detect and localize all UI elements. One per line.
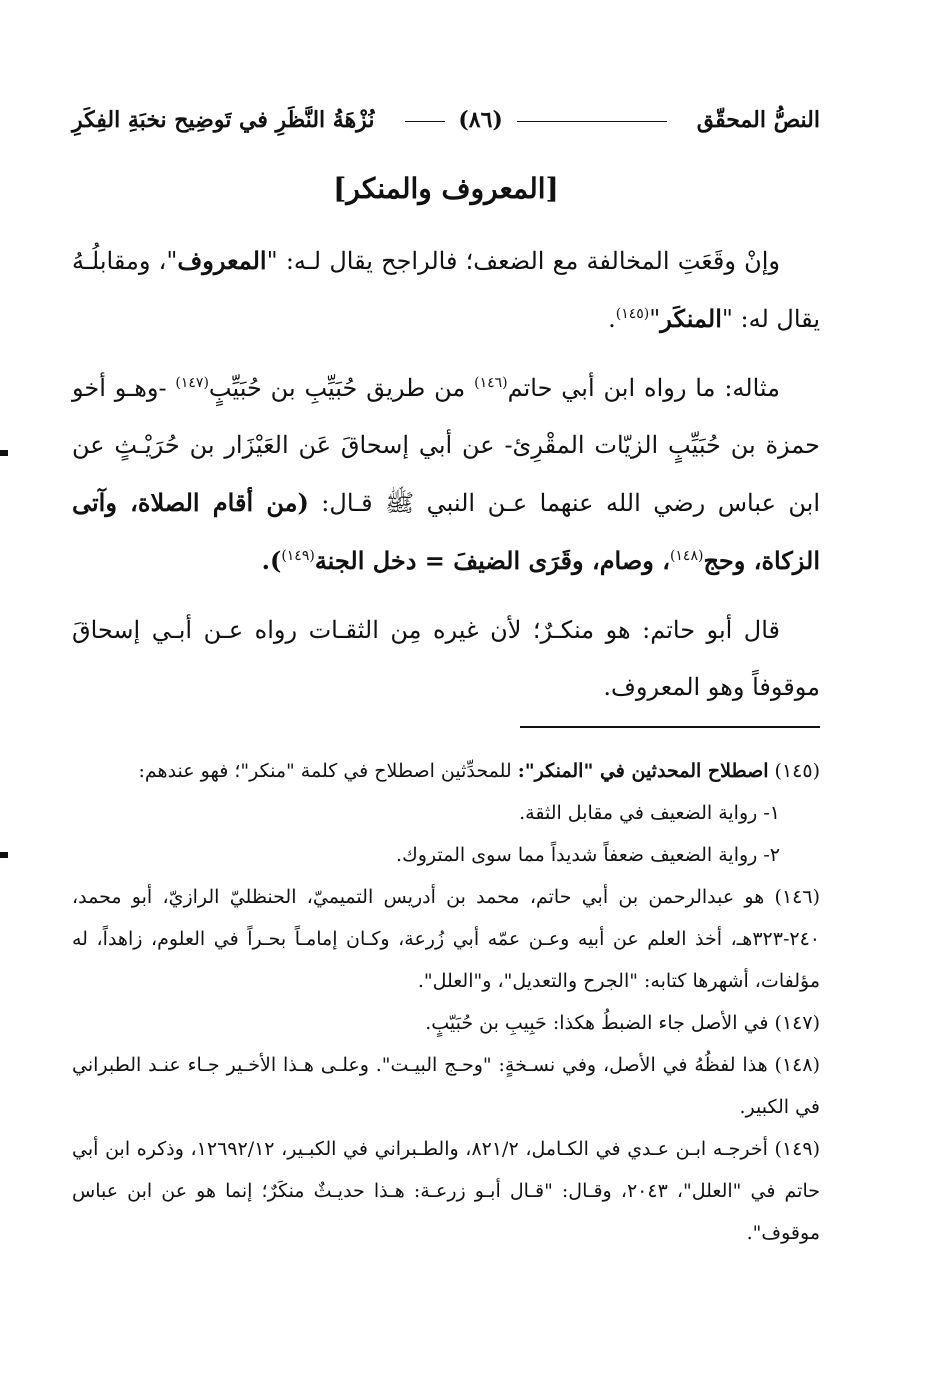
footnotes (72, 750, 820, 1254)
text-run: وإنْ وقَعَتِ المخالفة مع الضعف؛ فالراجح يقال لـه: " (266, 247, 780, 275)
text-run: -وهـو أخو حمزة بن حُبَيِّبٍ الزيّات المقْرِئ- عن أبي إسحاقَ عَن العَيْزَار بن حُرَيْـثٍ عن ابن عباس رضي الله عنهما عـن النبي ﷺ قـال: (72, 374, 820, 517)
header-rule (517, 121, 667, 122)
paragraph-2 (72, 360, 820, 590)
header-rule (405, 121, 445, 122)
footnote-146: (١٤٦) هو عبدالرحمن بن أبي حاتم، محمد بن أدريس التميميّ، الحنظليّ الرازيّ، أبو محمد، ٢٤٠-٣٢٣هـ، أخذ العلم عن أبيه وعـن عمّه أبي زُرعة، وكـان إمامـاً بحـراً في العلوم، زاهداً، له مؤلفات، أشهرها كتابه: "الجرح والتعديل"، و"العلل". (72, 886, 820, 992)
footnote-ref: (١٤٦) (474, 375, 508, 391)
margin-mark-1 (0, 450, 8, 456)
footnote-number: (١٤٥) (774, 760, 820, 782)
text-run: من طريق حُبَيِّبِ بن حُبَيِّبٍ (208, 374, 475, 402)
footnote-145 (72, 750, 820, 792)
text-run: . (608, 305, 616, 333)
margin-mark-2 (0, 852, 8, 858)
footnote-ref: (١٤٥) (615, 306, 650, 322)
footnote-145-item-1: ١- رواية الضعيف في مقابل الثقة. (519, 802, 780, 824)
footnote-ref: (١٤٩) (281, 548, 315, 564)
text-run: "، ومقابلُـهُ يقال له: " (72, 247, 820, 333)
term-munkar: المنكَر (660, 304, 722, 333)
header-center (399, 107, 673, 133)
paragraph-3: قال أبو حاتم: هو منكـرٌ؛ لأن غيره مِن الثقـات رواه عـن أبـي إسحاقَ موقوفاً وهو المعروف. (72, 616, 820, 701)
running-header (72, 100, 820, 140)
page-number: (٨٦) (458, 107, 503, 133)
footnote-text: للمحدِّثين اصطلاح في كلمة "منكر"؛ فهو عندهم: (138, 760, 518, 782)
footnote-149: (١٤٩) أخرجـه ابـن عـدي في الكـامل، ٨٢١/٢، والطـبراني في الكبـير، ١٢٦٩٢/١٢، وذكره ابن أبي حاتم في "العلل"، ٢٠٤٣، وقـال: "قـال أبـو زرعـة: هـذا حديـثٌ منكَرٌ؛ إنما هو عن ابن عباس موقوف". (72, 1138, 820, 1244)
main-text (72, 232, 820, 716)
text-run: مثاله: ما رواه ابن أبي حاتم (507, 374, 780, 402)
footnote-148: (١٤٨) هذا لفظُهُ في الأصل، وفي نسـخةٍ: "وحـج البيـت". وعلـى هـذا الأخـير جـاء عنـد الطبراني في الكبير. (72, 1054, 820, 1118)
footnote-147: (١٤٧) في الأصل جاء الضبطُ هكذا: حَبِيبِ بن حُبَيّبٍ. (425, 1012, 820, 1034)
section-title: [المعروف والمنكر] (333, 172, 559, 205)
footnote-separator (520, 726, 820, 728)
header-left-title: نُزْهَةُ النَّظَرِ في تَوضِيح نخبَةِ الفِكَرِ (72, 107, 375, 133)
footnote-145-item-2: ٢- رواية الضعيف ضعفاً شديداً مما سوى المتروك. (396, 844, 780, 866)
footnote-ref: (١٤٧) (175, 375, 209, 391)
hadith-text: ، وصام، وقَرَى الضيفَ = دخل الجنة (314, 546, 670, 575)
text-run: " (649, 305, 661, 333)
hadith-text: (من أقام الصلاة، وآتى الزكاة، وحج (72, 488, 820, 575)
header-right-title: النصُّ المحقّق (696, 107, 820, 133)
document-page (72, 100, 820, 1254)
footnote-heading: اصطلاح المحدثين في "المنكر": (517, 760, 769, 782)
hadith-text: ). (261, 546, 282, 575)
paragraph-1 (72, 232, 820, 348)
footnote-ref: (١٤٨) (669, 548, 704, 564)
term-maruf: المعروف (177, 246, 267, 275)
